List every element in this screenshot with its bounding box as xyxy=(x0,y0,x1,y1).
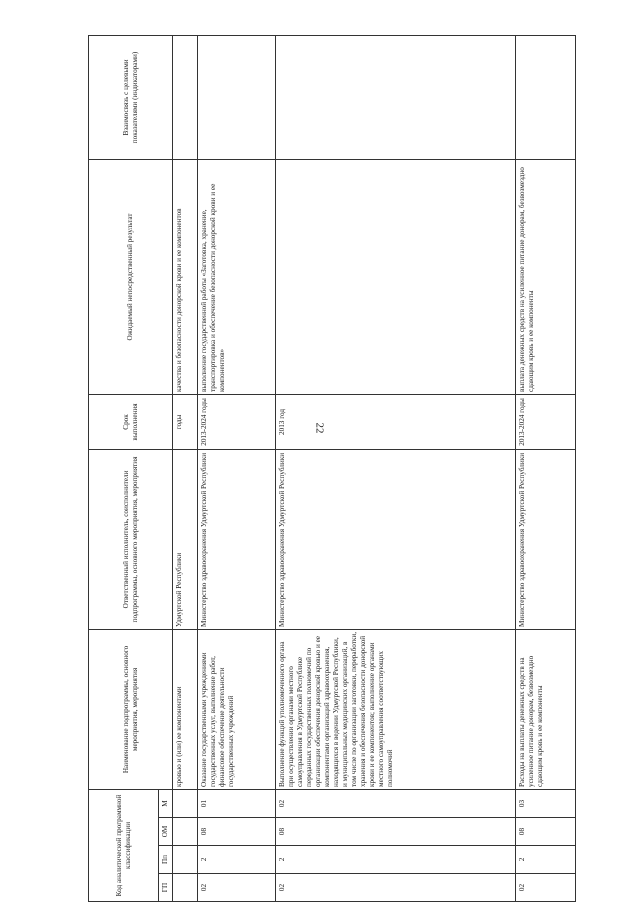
cell-name: Расходы на выплаты денежных средств на усиленное питание донорам, безвозмездно сдающим кровь и ее компоненты xyxy=(516,629,576,789)
cell-executor: Министерство здравоохранения Удмуртской Республики xyxy=(516,449,576,629)
program-table xyxy=(88,35,576,902)
table-row xyxy=(173,35,198,901)
cell-term: 2013-2024 годы xyxy=(198,394,276,449)
cell-term: годы xyxy=(173,394,198,449)
cell-result xyxy=(276,159,516,394)
cell-name: Выполнение функций уполномоченного органа при осуществлении органами местного самоуправления в Удмуртской Республике переданных государственных полномочий по организации обеспечения донорской кровью и ее компонентами организаций здравоохранения, находящихся в ведении Удмуртской Республики, и муниципальных медицинских организаций, в том числе по организации заготовки, переработки, хранения и обеспечения безопасности донорской крови и ее компонентов; выполнение органами местного самоуправления соответствующих полномочий xyxy=(276,629,516,789)
cell-m: 02 xyxy=(276,789,516,817)
cell-relation xyxy=(173,35,198,159)
cell-om: 08 xyxy=(276,818,516,846)
header-code-group: Код аналитической программной классификации xyxy=(89,789,159,901)
header-m: М xyxy=(159,789,173,817)
cell-executor: Министерство здравоохранения Удмуртской Республики xyxy=(276,449,516,629)
table-row xyxy=(276,35,516,901)
header-result: Ожидаемый непосредственный результат xyxy=(89,159,173,394)
cell-om xyxy=(173,818,198,846)
cell-relation xyxy=(276,35,516,159)
cell-name: кровью и (или) ее компонентами xyxy=(173,629,198,789)
cell-pp: 2 xyxy=(198,846,276,874)
cell-result: выплата денежных средств на усиленное питание донорам, безвозмездно сдающим кровь и ее компоненты xyxy=(516,159,576,394)
rotated-page xyxy=(88,36,578,902)
cell-term: 2013 год xyxy=(276,394,516,449)
header-om: ОМ xyxy=(159,818,173,846)
header-term: Срок выполнения xyxy=(89,394,173,449)
cell-m: 03 xyxy=(516,789,576,817)
cell-relation xyxy=(198,35,276,159)
table-row xyxy=(198,35,276,901)
cell-gp: 02 xyxy=(276,874,516,902)
cell-pp xyxy=(173,846,198,874)
cell-m: 01 xyxy=(198,789,276,817)
header-gp: ГП xyxy=(159,874,173,902)
header-row-1 xyxy=(89,35,159,901)
cell-executor: Удмуртской Республики xyxy=(173,449,198,629)
table-row xyxy=(516,35,576,901)
page-number: 22 xyxy=(313,422,326,434)
header-pp: Пп xyxy=(159,846,173,874)
header-executor: Ответственный исполнитель, соисполнители подпрограммы, основного мероприятия, мероприятия xyxy=(89,449,173,629)
cell-relation xyxy=(516,35,576,159)
cell-name: Оказание государственными учреждениями государственных услуг, выполнение работ, финансовое обеспечение деятельности государственных учреждений xyxy=(198,629,276,789)
cell-m xyxy=(173,789,198,817)
cell-om: 08 xyxy=(516,818,576,846)
cell-result: качества и безопасности донорской крови и ее компонентов xyxy=(173,159,198,394)
cell-om: 08 xyxy=(198,818,276,846)
cell-pp: 2 xyxy=(276,846,516,874)
cell-gp xyxy=(173,874,198,902)
header-name: Наименование подпрограммы, основного мероприятия, мероприятия xyxy=(89,629,173,789)
cell-result: выполнение государственной работы «Заготовка, хранение, транспортировка и обеспечение безопасности донорской крови и ее компонентов» xyxy=(198,159,276,394)
cell-pp: 2 xyxy=(516,846,576,874)
cell-gp: 02 xyxy=(198,874,276,902)
cell-executor: Министерство здравоохранения Удмуртской Республики xyxy=(198,449,276,629)
header-relation: Взаимосвязь с целевыми показателями (индикаторами) xyxy=(89,35,173,159)
cell-gp: 02 xyxy=(516,874,576,902)
cell-term: 2013-2024 годы xyxy=(516,394,576,449)
